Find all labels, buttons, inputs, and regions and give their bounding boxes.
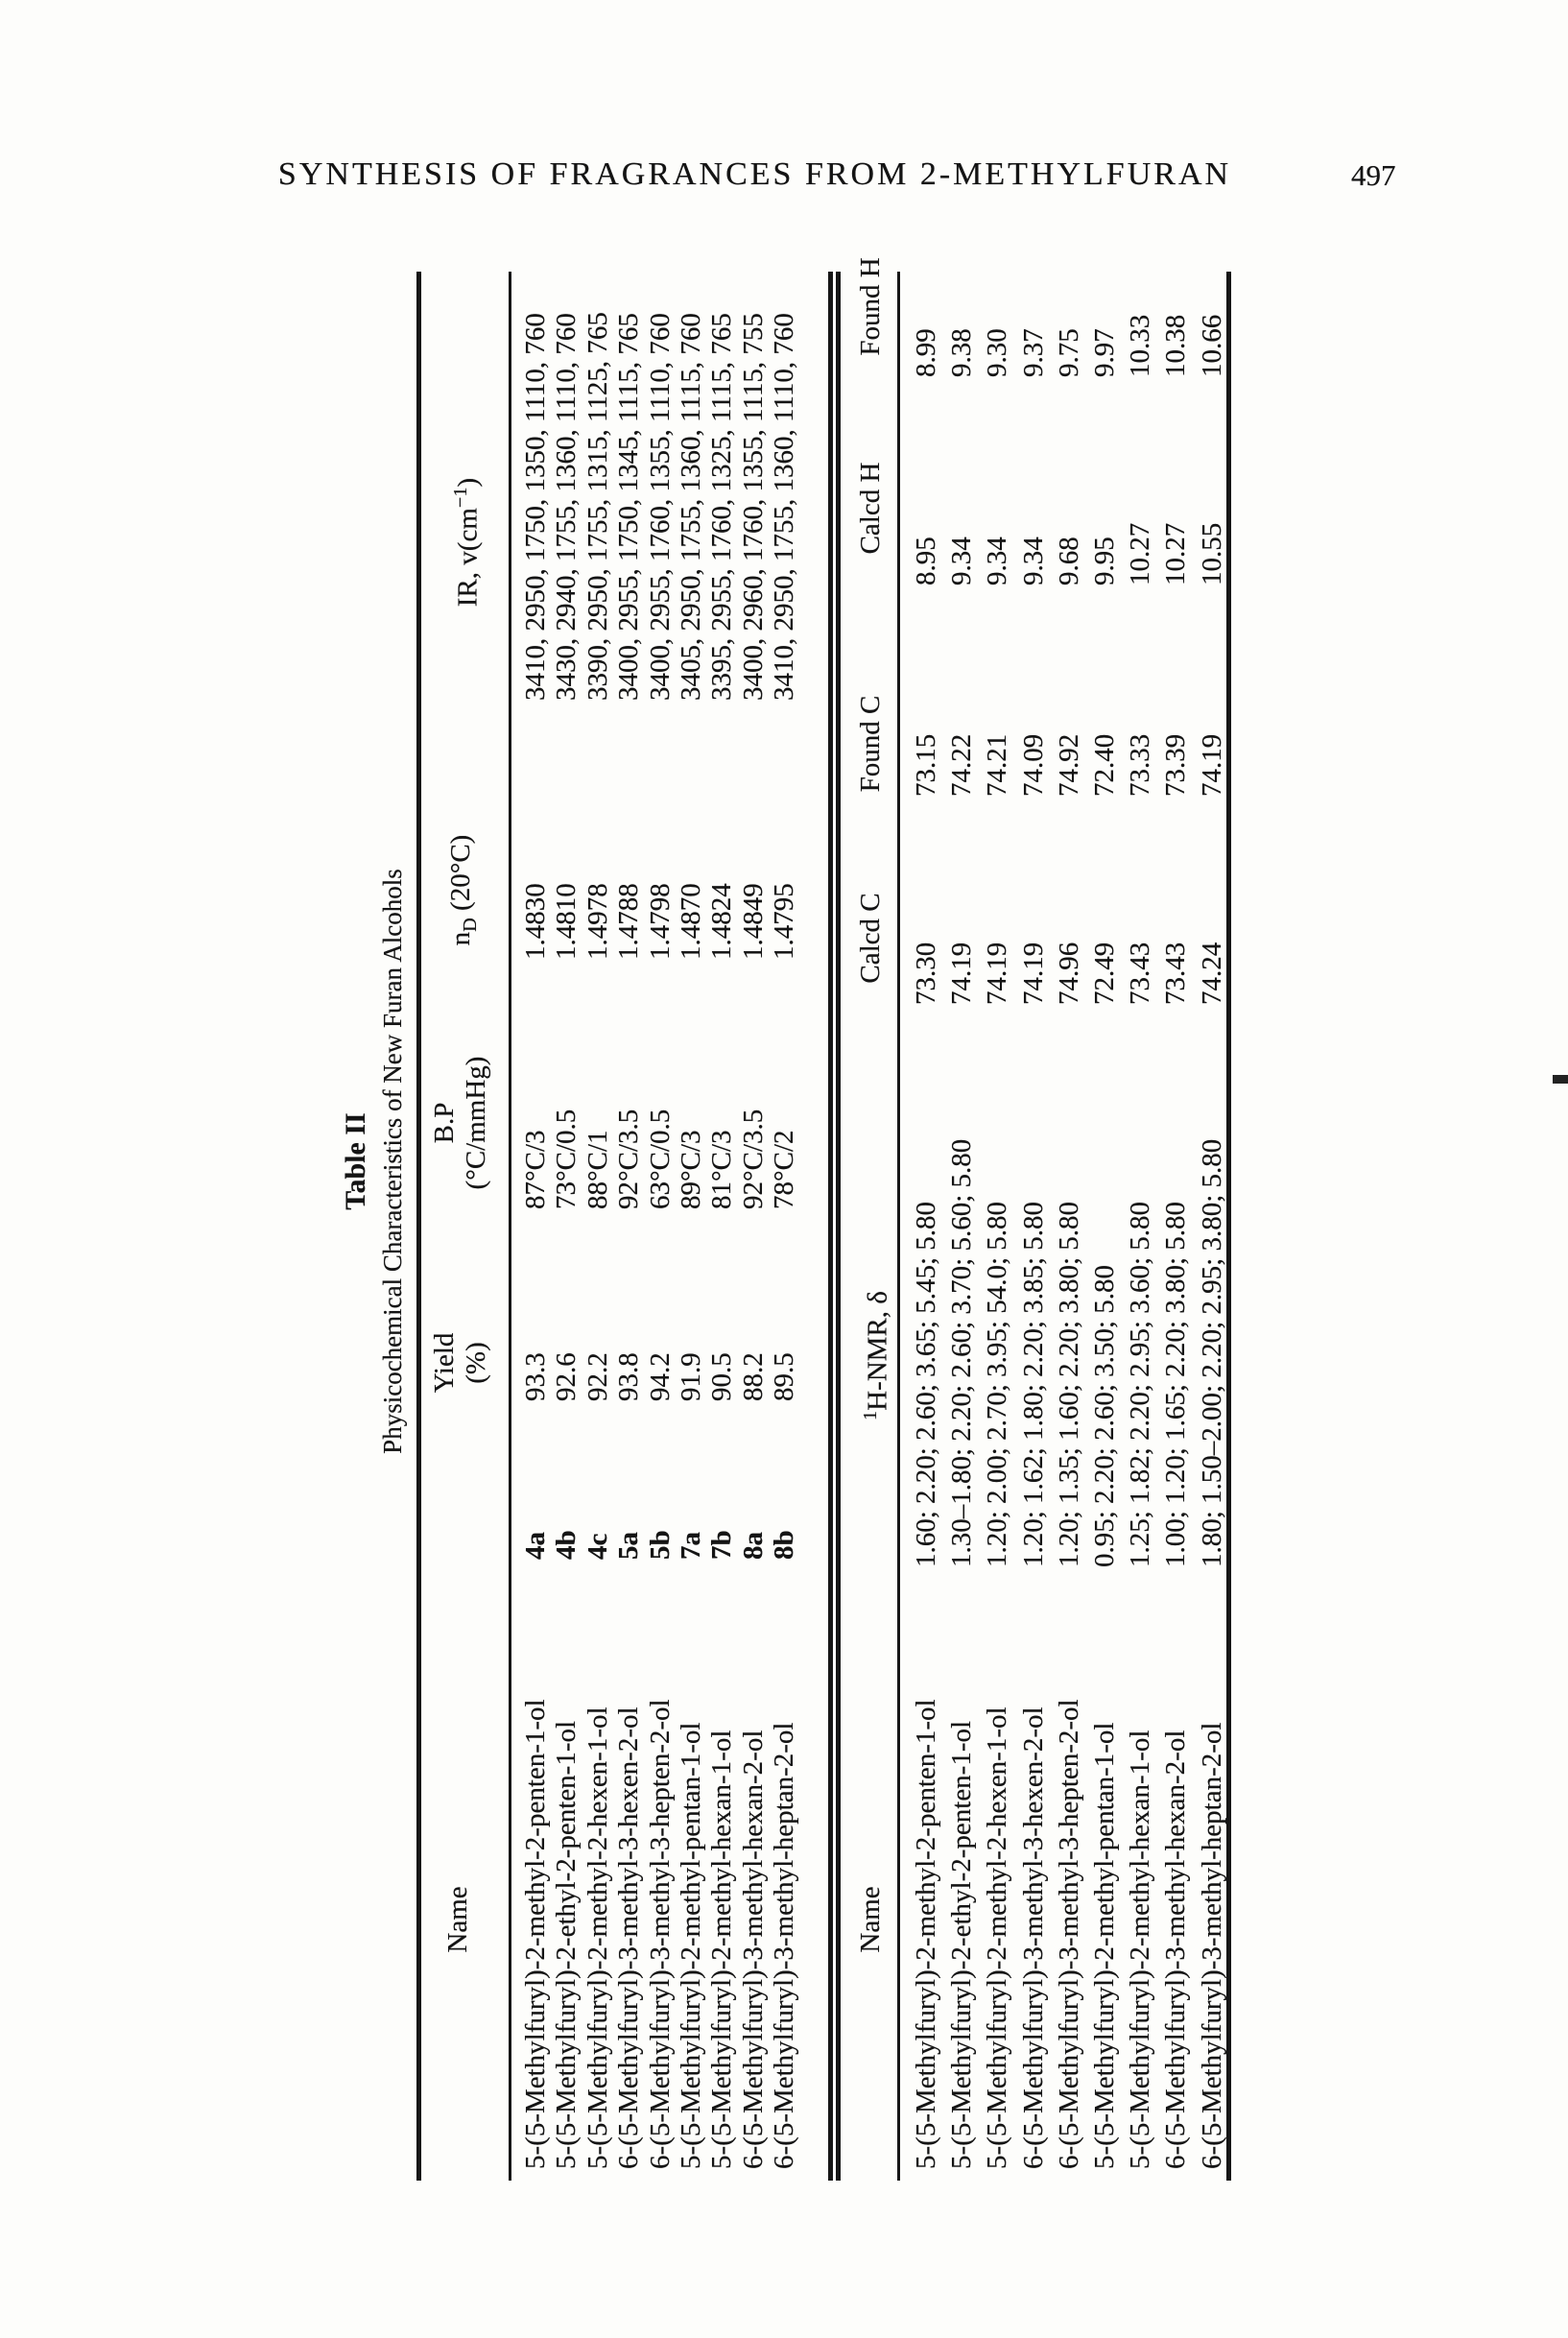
- ir-pre: IR, v(cm: [452, 508, 484, 608]
- part2-nmr-cell: 1.20; 2.00; 2.70; 3.95; 54.0; 5.80: [982, 1201, 1013, 1567]
- part1-column-name: [520, 1699, 800, 2169]
- part2-found-h-cell: 8.99: [911, 328, 941, 377]
- part1-nd-cell: 1.4824: [706, 883, 738, 960]
- part1-column-bp: [520, 1109, 800, 1209]
- part1-header-bp-line2: (°C/mmHg): [461, 1056, 491, 1190]
- table-rule-part1-header: [509, 272, 511, 2181]
- part1-ir-cell: 3400, 2955, 1760, 1355, 1110, 760: [644, 313, 676, 701]
- part1-column-ir: [520, 312, 800, 701]
- part1-name-cell: 5-(5-Methylfuryl)-2-methyl-pentan-1-ol: [675, 1722, 706, 2169]
- part2-calcd-c-cell: 74.19: [946, 942, 978, 1005]
- part1-nd-cell: 1.4810: [551, 883, 582, 960]
- part1-code-cell: 5b: [644, 1530, 676, 1560]
- part1-yield-cell: 89.5: [769, 1352, 800, 1401]
- nd-sub: D: [459, 918, 481, 932]
- ir-sup: −1: [450, 487, 471, 509]
- part2-found-h-cell: 9.30: [982, 328, 1013, 377]
- part1-column-code: [520, 1530, 800, 1560]
- part2-nmr-cell: 1.00; 1.20; 1.65; 2.20; 3.80; 5.80: [1160, 1201, 1192, 1567]
- part1-yield-cell: 88.2: [737, 1352, 769, 1401]
- part1-bp-cell: 89°C/3: [675, 1130, 706, 1209]
- part1-name-cell: 5-(5-Methylfuryl)-2-methyl-2-hexen-1-ol: [582, 1706, 613, 2169]
- part2-header-calcd-h: Calcd H: [855, 462, 886, 555]
- part1-bp-cell: 92°C/3.5: [613, 1109, 645, 1209]
- part2-calcd-h-cell: 9.34: [1017, 537, 1049, 585]
- part2-calcd-h-cell: 10.27: [1160, 522, 1192, 585]
- nmr-post: H-NMR, δ: [862, 1291, 893, 1411]
- part2-found-h-cell: 10.38: [1160, 314, 1192, 377]
- part1-yield-cell: 93.3: [520, 1352, 551, 1401]
- part2-calcd-c-cell: 72.49: [1088, 942, 1120, 1005]
- part2-found-h-cell: 9.38: [946, 328, 978, 377]
- part2-calcd-h-cell: 9.34: [946, 537, 978, 585]
- part2-header-found-c: Found C: [855, 695, 886, 793]
- table-rule-top: [416, 272, 421, 2181]
- part1-header-yield-line1: Yield: [429, 1332, 460, 1394]
- part2-calcd-h-cell: 8.95: [911, 537, 941, 585]
- table-rule-part1-bottom: [828, 272, 833, 2181]
- nd-post: (20°C): [445, 834, 476, 918]
- part2-name-cell: 5-(5-Methylfuryl)-2-methyl-pentan-1-ol: [1088, 1722, 1120, 2169]
- part1-bp-cell: 63°C/0.5: [644, 1109, 676, 1209]
- page-number: 497: [1351, 158, 1396, 192]
- part2-calcd-h-cell: 9.95: [1088, 537, 1120, 585]
- part2-name-cell: 6-(5-Methylfuryl)-3-methyl-hexan-2-ol: [1160, 1730, 1192, 2169]
- part2-found-c-cell: 74.92: [1053, 733, 1084, 797]
- part1-column-yield: [520, 1352, 800, 1401]
- part1-ir-cell: 3400, 2960, 1760, 1355, 1115, 755: [737, 313, 769, 701]
- part2-nmr-cell: 1.20; 1.62; 1.80; 2.20; 3.85; 5.80: [1017, 1201, 1049, 1567]
- part1-ir-cell: 3410, 2950, 1750, 1350, 1110, 760: [520, 313, 551, 701]
- part2-found-c-cell: 74.19: [1196, 733, 1227, 797]
- part2-found-h-cell: 9.97: [1088, 328, 1120, 377]
- part1-name-cell: 6-(5-Methylfuryl)-3-methyl-3-hexen-2-ol: [613, 1706, 645, 2169]
- part1-header-name: Name: [442, 1886, 473, 1953]
- part2-column-calcd-c: [909, 942, 1230, 1005]
- part2-calcd-c-cell: 74.24: [1196, 942, 1227, 1005]
- part1-yield-cell: 91.9: [675, 1352, 706, 1401]
- part2-name-cell: 5-(5-Methylfuryl)-2-ethyl-2-penten-1-ol: [946, 1720, 978, 2169]
- part2-calcd-c-cell: 74.96: [1053, 942, 1084, 1005]
- part2-name-cell: 5-(5-Methylfuryl)-2-methyl-hexan-1-ol: [1125, 1730, 1156, 2169]
- part2-found-h-cell: 10.66: [1196, 314, 1227, 377]
- part1-code-cell: 4b: [551, 1530, 582, 1560]
- table-rule-part2-top: [836, 272, 841, 2181]
- part2-found-c-cell: 73.15: [911, 733, 941, 797]
- part1-code-cell: 8b: [769, 1530, 800, 1560]
- part1-header-bp: [429, 1027, 492, 1219]
- part2-calcd-h-cell: 10.27: [1125, 522, 1156, 585]
- part1-yield-cell: 92.6: [551, 1352, 582, 1401]
- part2-column-found-h: [909, 315, 1230, 377]
- part2-calcd-c-cell: 74.19: [1017, 942, 1049, 1005]
- part2-calcd-c-cell: 73.43: [1125, 942, 1156, 1005]
- part1-ir-cell: 3405, 2950, 1755, 1360, 1115, 760: [675, 313, 706, 701]
- part2-found-c-cell: 74.22: [946, 733, 978, 797]
- part1-nd-cell: 1.4798: [644, 883, 676, 960]
- part1-ir-cell: 3430, 2940, 1755, 1360, 1110, 760: [551, 313, 582, 701]
- part1-header-yield-line2: (%): [461, 1342, 491, 1384]
- part1-nd-cell: 1.4788: [613, 883, 645, 960]
- part2-name-cell: 6-(5-Methylfuryl)-3-methyl-3-hepten-2-ol: [1053, 1699, 1084, 2169]
- part2-nmr-cell: 1.80; 1.50–2.00; 2.20; 2.95; 3.80; 5.80: [1196, 1138, 1227, 1567]
- part1-ir-cell: 3400, 2955, 1750, 1345, 1115, 765: [613, 313, 645, 701]
- part2-calcd-h-cell: 9.68: [1053, 537, 1084, 585]
- part1-name-cell: 6-(5-Methylfuryl)-3-methyl-hexan-2-ol: [737, 1730, 769, 2169]
- part2-calcd-h-cell: 9.34: [982, 537, 1013, 585]
- ir-post: ): [452, 477, 484, 488]
- part2-name-cell: 5-(5-Methylfuryl)-2-methyl-2-hexen-1-ol: [982, 1706, 1013, 2169]
- part1-nd-cell: 1.4830: [520, 883, 551, 960]
- part2-found-h-cell: 10.33: [1125, 314, 1156, 377]
- part1-code-cell: 4c: [582, 1533, 613, 1560]
- part1-ir-cell: 3395, 2955, 1760, 1325, 1115, 765: [706, 313, 738, 701]
- part1-bp-cell: 81°C/3: [706, 1130, 738, 1209]
- part1-name-cell: 5-(5-Methylfuryl)-2-methyl-2-penten-1-ol: [520, 1699, 551, 2169]
- part2-found-c-cell: 72.40: [1088, 733, 1120, 797]
- part2-name-cell: 6-(5-Methylfuryl)-3-methyl-heptan-2-ol: [1196, 1722, 1227, 2169]
- part1-nd-cell: 1.4849: [737, 883, 769, 960]
- part2-calcd-c-cell: 74.19: [982, 942, 1013, 1005]
- table-rule-part2-header: [897, 272, 900, 2181]
- part2-column-nmr: [909, 1139, 1230, 1567]
- part1-ir-cell: 3390, 2950, 1755, 1315, 1125, 765: [582, 312, 613, 701]
- nd-pre: n: [445, 931, 476, 946]
- part2-column-name: [909, 1699, 1230, 2169]
- part1-bp-cell: 78°C/2: [769, 1130, 800, 1209]
- part2-nmr-cell: 1.20; 1.35; 1.60; 2.20; 3.80; 5.80: [1053, 1201, 1084, 1567]
- part2-header-found-h: Found H: [855, 257, 886, 356]
- scan-artifact: [1553, 1075, 1568, 1084]
- part1-code-cell: 7b: [706, 1530, 738, 1560]
- part2-name-cell: 6-(5-Methylfuryl)-3-methyl-3-hexen-2-ol: [1017, 1706, 1049, 2169]
- part1-yield-cell: 94.2: [644, 1352, 676, 1401]
- part2-calcd-c-cell: 73.30: [911, 942, 941, 1005]
- table-title: Table II: [340, 1112, 371, 1210]
- part1-code-cell: 5a: [613, 1532, 645, 1560]
- part2-calcd-h-cell: 10.55: [1196, 522, 1227, 585]
- part1-code-cell: 8a: [737, 1532, 769, 1560]
- part2-found-h-cell: 9.75: [1053, 328, 1084, 377]
- part1-yield-cell: 93.8: [613, 1352, 645, 1401]
- part2-name-cell: 5-(5-Methylfuryl)-2-methyl-2-penten-1-ol: [911, 1699, 941, 2169]
- part2-header-nmr: [855, 1248, 894, 1420]
- table-natural-orientation: [336, 257, 1238, 2188]
- part1-bp-cell: 88°C/1: [582, 1130, 613, 1209]
- part2-header-calcd-c: Calcd C: [855, 893, 886, 984]
- part1-nd-cell: 1.4870: [675, 883, 706, 960]
- part1-yield-cell: 92.2: [582, 1352, 613, 1401]
- part1-name-cell: 6-(5-Methylfuryl)-3-methyl-heptan-2-ol: [769, 1722, 800, 2169]
- part2-header-name: Name: [855, 1886, 886, 1953]
- part2-column-found-c: [909, 734, 1230, 797]
- part1-code-cell: 4a: [520, 1532, 551, 1560]
- part2-found-c-cell: 74.09: [1017, 733, 1049, 797]
- rotated-table-region: [336, 257, 1238, 2188]
- part1-header-ir: [445, 413, 485, 672]
- part2-column-calcd-h: [909, 523, 1230, 585]
- part1-header-nd: [445, 811, 487, 969]
- part1-name-cell: 6-(5-Methylfuryl)-3-methyl-3-hepten-2-ol: [644, 1699, 676, 2169]
- part2-nmr-cell: 1.60; 2.20; 2.60; 3.65; 5.45; 5.80: [911, 1201, 941, 1567]
- part1-ir-cell: 3410, 2950, 1755, 1360, 1110, 760: [769, 313, 800, 701]
- part2-nmr-cell: 0.95; 2.20; 2.60; 3.50; 5.80: [1088, 1265, 1120, 1567]
- part1-name-cell: 5-(5-Methylfuryl)-2-ethyl-2-penten-1-ol: [551, 1720, 582, 2169]
- part1-header-yield: [429, 1296, 492, 1430]
- part1-name-cell: 5-(5-Methylfuryl)-2-methyl-hexan-1-ol: [706, 1730, 738, 2169]
- part2-nmr-cell: 1.30–1.80; 2.20; 2.60; 3.70; 5.60; 5.80: [946, 1138, 978, 1567]
- part1-nd-cell: 1.4978: [582, 883, 613, 960]
- part1-bp-cell: 92°C/3.5: [737, 1109, 769, 1209]
- part2-nmr-cell: 1.25; 1.82; 2.20; 2.95; 3.60; 5.80: [1125, 1201, 1156, 1567]
- part2-found-c-cell: 73.33: [1125, 733, 1156, 797]
- part1-bp-cell: 87°C/3: [520, 1130, 551, 1209]
- running-head: SYNTHESIS OF FRAGRANCES FROM 2-METHYLFURAN: [277, 156, 1232, 192]
- part1-bp-cell: 73°C/0.5: [551, 1109, 582, 1209]
- part1-header-bp-line1: B.P: [429, 1102, 460, 1144]
- table-subtitle: Physicochemical Characteristics of New Furan Alcohols: [378, 869, 407, 1454]
- part2-found-h-cell: 9.37: [1017, 328, 1049, 377]
- part1-code-cell: 7a: [675, 1532, 706, 1560]
- part1-nd-cell: 1.4795: [769, 883, 800, 960]
- part1-column-nd: [520, 883, 800, 960]
- part2-calcd-c-cell: 73.43: [1160, 942, 1192, 1005]
- part2-found-c-cell: 73.39: [1160, 733, 1192, 797]
- part1-yield-cell: 90.5: [706, 1352, 738, 1401]
- part2-found-c-cell: 74.21: [982, 733, 1013, 797]
- nmr-sup: 1: [860, 1410, 881, 1420]
